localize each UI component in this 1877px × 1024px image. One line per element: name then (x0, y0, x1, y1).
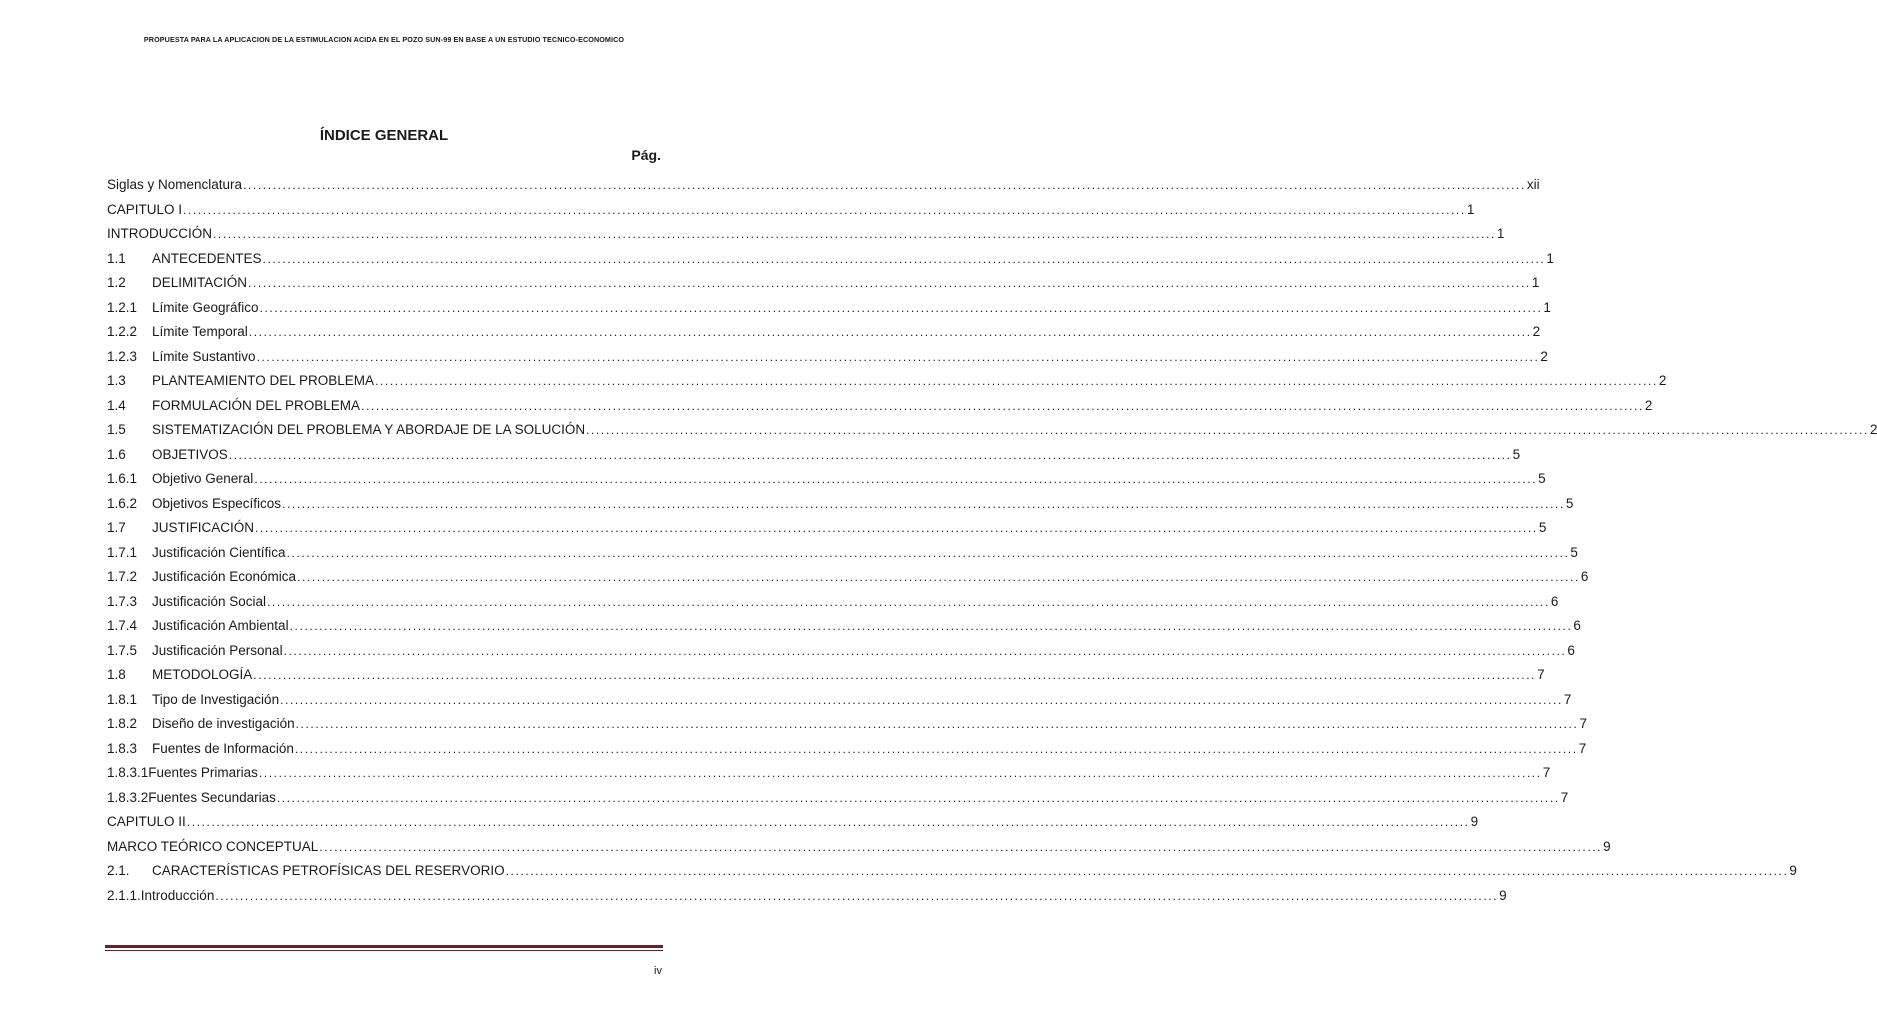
toc-entry-page: 6 (1567, 642, 1575, 658)
dot-leader: .................................................................................................................................................................................................................................................................... (286, 545, 1570, 560)
toc-entry-title: Límite Geográfico (152, 299, 259, 315)
toc-entry-number: 1.4 (107, 397, 126, 413)
toc-entry-number: 1.7.4 (107, 618, 138, 633)
toc-entry-title: Objetivo General (152, 471, 254, 486)
dot-leader: .................................................................................................................................................................................................................................................................... (361, 398, 1644, 413)
toc-entry-title: OBJETIVOS (152, 446, 228, 462)
toc-entry[interactable] (107, 275, 1540, 300)
toc-entry-title: Límite Temporal (152, 324, 248, 339)
dot-leader: .................................................................................................................................................................................................................................................................... (297, 570, 1580, 584)
footer-rule-thick (105, 945, 663, 948)
toc-entry-page: 7 (1560, 789, 1569, 805)
toc-entry-page: 5 (1570, 544, 1578, 560)
toc-entry-title: Justificación Personal (152, 642, 283, 658)
toc-entry-page: 6 (1550, 593, 1559, 609)
toc-entry-page: 7 (1537, 667, 1545, 682)
dot-leader: .................................................................................................................................................................................................................................................................... (243, 178, 1526, 192)
toc-entry-number: 1.2.2 (107, 324, 138, 339)
toc-entry-number: 1.7.1 (107, 544, 138, 560)
toc-entry-number: 1.6.1 (107, 471, 138, 486)
dot-leader: .................................................................................................................................................................................................................................................................... (248, 276, 1531, 290)
toc-entry-page: 1 (1466, 201, 1475, 217)
toc-entry-page: 9 (1789, 863, 1797, 878)
toc-entry-number: 2.1. (107, 863, 130, 878)
toc-entry-page: 5 (1512, 446, 1521, 462)
toc-entry[interactable] (107, 765, 1551, 790)
footer-page-number: iv (654, 965, 662, 977)
toc-entry-title: Justificación Social (152, 593, 267, 609)
toc-entry-title: Diseño de investigación (152, 716, 295, 731)
toc-entry-title: ANTECEDENTES (152, 250, 262, 266)
dot-leader: .................................................................................................................................................................................................................................................................... (505, 864, 1789, 878)
toc-entry-title: Fuentes de Información (152, 740, 294, 756)
toc-entry[interactable] (107, 422, 1877, 447)
running-header: PROPUESTA PARA LA APLICACION DE LA ESTIMULACION ACIDA EN EL POZO SUN-99 EN BASE A UN ESTUDIO TECNICO-ECONOMICO (143, 35, 625, 44)
dot-leader: .................................................................................................................................................................................................................................................................... (213, 227, 1496, 241)
toc-entry-title: JUSTIFICACIÓN (152, 520, 255, 535)
toc-entry[interactable] (107, 495, 1574, 521)
dot-leader: .................................................................................................................................................................................................................................................................... (280, 692, 1563, 707)
toc-entry-number: 1.8.3 (107, 740, 138, 756)
footer-rule-thin (105, 950, 663, 951)
toc-entry-page: xii (1526, 177, 1540, 192)
toc-entry-title: Fuentes Secundarias (148, 789, 276, 805)
toc-entry-page: 7 (1563, 691, 1572, 707)
toc-entry[interactable] (107, 642, 1575, 668)
toc-entry-page: 2 (1869, 422, 1877, 437)
dot-leader: .................................................................................................................................................................................................................................................................... (295, 717, 1579, 731)
toc-entry-title: SISTEMATIZACIÓN DEL PROBLEMA Y ABORDAJE DE LA SOLUCIÓN (152, 422, 586, 437)
toc-entry-title: Justificación Científica (152, 544, 286, 560)
toc-entry-number: 1.8.1 (107, 691, 138, 707)
toc-entry-page: 9 (1499, 887, 1507, 903)
toc-entry[interactable] (107, 838, 1611, 864)
toc-entry-title: Justificación Económica (152, 569, 297, 584)
toc-entry-title: PLANTEAMIENTO DEL PROBLEMA (152, 373, 375, 388)
dot-leader: .................................................................................................................................................................................................................................................................... (256, 349, 1540, 364)
dot-leader: .................................................................................................................................................................................................................................................................... (183, 202, 1466, 217)
toc-entry[interactable] (107, 471, 1546, 496)
toc-entry-page: 7 (1579, 716, 1587, 731)
toc-entry-title: Introducción (140, 887, 215, 903)
toc-entry-page: 2 (1644, 397, 1653, 413)
toc-entry-page: 1 (1546, 250, 1554, 266)
toc-entry[interactable] (107, 691, 1572, 717)
dot-leader: .................................................................................................................................................................................................................................................................... (253, 668, 1537, 682)
toc-entry-page: 6 (1580, 569, 1589, 584)
toc-entry[interactable] (107, 740, 1587, 766)
toc-entry[interactable] (107, 177, 1540, 202)
toc-entry-page: 5 (1538, 520, 1547, 535)
toc-entry-number: 1.7.3 (107, 593, 138, 609)
toc-entry[interactable] (107, 863, 1797, 888)
toc-entry-page: 1 (1543, 299, 1551, 315)
toc-entry[interactable] (107, 716, 1587, 741)
toc-entry-title: CAPITULO I (107, 201, 183, 217)
dot-leader: .................................................................................................................................................................................................................................................................... (282, 496, 1565, 511)
toc-entry-title: Tipo de Investigación (152, 691, 280, 707)
dot-leader: .................................................................................................................................................................................................................................................................... (276, 790, 1560, 805)
dot-leader: .................................................................................................................................................................................................................................................................... (375, 374, 1658, 388)
dot-leader: .................................................................................................................................................................................................................................................................... (258, 766, 1542, 780)
toc-entry[interactable] (107, 373, 1667, 398)
toc-entry-title: DELIMITACIÓN (152, 275, 248, 290)
dot-leader: .................................................................................................................................................................................................................................................................... (255, 521, 1538, 535)
toc-entry-page: 7 (1542, 765, 1551, 780)
toc-entry-page: 1 (1531, 275, 1540, 290)
dot-leader: .................................................................................................................................................................................................................................................................... (259, 300, 1543, 315)
toc-entry[interactable] (107, 250, 1554, 276)
dot-leader: .................................................................................................................................................................................................................................................................... (294, 741, 1578, 756)
toc-entry[interactable] (107, 887, 1507, 913)
toc-entry-title: INTRODUCCIÓN (107, 226, 212, 241)
page-column-label: Pág. (631, 147, 661, 163)
toc-entry[interactable] (107, 593, 1559, 619)
toc-entry-number: 1.8.3.2 (107, 789, 149, 805)
dot-leader: .................................................................................................................................................................................................................................................................... (215, 888, 1499, 903)
toc-entry-number: 2.1.1. (107, 887, 141, 903)
toc-entry[interactable] (107, 324, 1541, 349)
toc-entry-number: 1.2 (107, 275, 126, 290)
toc-entry-page: 7 (1578, 740, 1587, 756)
toc-entry-number: 1.8.3.1 (107, 765, 149, 780)
toc-entry-title: Objetivos Específicos (152, 495, 282, 511)
toc-entry-page: 2 (1540, 348, 1548, 364)
toc-entry-page: 6 (1573, 618, 1581, 633)
dot-leader: .................................................................................................................................................................................................................................................................... (228, 447, 1512, 462)
dot-leader: .................................................................................................................................................................................................................................................................... (248, 325, 1532, 339)
toc-entry[interactable] (107, 201, 1475, 227)
toc-entry[interactable] (107, 814, 1479, 839)
toc-entry-title: CARACTERÍSTICAS PETROFÍSICAS DEL RESERVORIO (152, 863, 505, 878)
toc-entry-number: 1.6.2 (107, 495, 138, 511)
toc-entry-title: Siglas y Nomenclatura (107, 177, 243, 192)
toc-entry-number: 1.6 (107, 446, 126, 462)
toc-entry-number: 1.8.2 (107, 716, 138, 731)
toc-entry-page: 1 (1496, 226, 1505, 241)
toc-entry-number: 1.7 (107, 520, 126, 535)
toc-entry[interactable] (107, 569, 1589, 594)
dot-leader: .................................................................................................................................................................................................................................................................... (586, 423, 1869, 437)
dot-leader: .................................................................................................................................................................................................................................................................... (254, 472, 1538, 486)
toc-entry-page: 2 (1658, 373, 1667, 388)
toc-entry-number: 1.2.3 (107, 348, 138, 364)
toc-entry[interactable] (107, 226, 1505, 251)
toc-entry-title: MARCO TEÓRICO CONCEPTUAL (107, 838, 319, 854)
toc-entry-number: 1.7.2 (107, 569, 138, 584)
toc-entry-page: 5 (1565, 495, 1574, 511)
toc-entry[interactable] (107, 544, 1578, 570)
toc-entry-title: Límite Sustantivo (152, 348, 256, 364)
dot-leader: .................................................................................................................................................................................................................................................................... (283, 643, 1567, 658)
toc-entry[interactable] (107, 397, 1653, 423)
toc-entry-title: FORMULACIÓN DEL PROBLEMA (152, 397, 361, 413)
dot-leader: .................................................................................................................................................................................................................................................................... (289, 619, 1573, 633)
toc-entry-page: 9 (1470, 814, 1479, 829)
dot-leader: .................................................................................................................................................................................................................................................................... (186, 815, 1470, 829)
toc-entry[interactable] (107, 667, 1545, 692)
dot-leader: .................................................................................................................................................................................................................................................................... (319, 839, 1603, 854)
toc-entry-page: 5 (1538, 471, 1546, 486)
toc-entry[interactable] (107, 618, 1581, 643)
toc-entry-number: 1.2.1 (107, 299, 138, 315)
toc-entry-title: METODOLOGÍA (152, 667, 253, 682)
toc-entry[interactable] (107, 348, 1548, 374)
toc-entry-page: 9 (1603, 838, 1611, 854)
table-of-contents (107, 177, 1877, 912)
toc-entry-title: Fuentes Primarias (148, 765, 258, 780)
toc-entry[interactable] (107, 446, 1521, 472)
dot-leader: .................................................................................................................................................................................................................................................................... (262, 251, 1546, 266)
toc-entry-title: Justificación Ambiental (152, 618, 289, 633)
toc-entry-title: CAPITULO II (107, 814, 186, 829)
toc-entry[interactable] (107, 520, 1547, 545)
toc-entry-number: 1.5 (107, 422, 126, 437)
toc-entry[interactable] (107, 299, 1551, 325)
toc-entry[interactable] (107, 789, 1569, 815)
toc-entry-number: 1.7.5 (107, 642, 138, 658)
toc-entry-page: 2 (1532, 324, 1541, 339)
page-title: ÍNDICE GENERAL (319, 127, 449, 144)
dot-leader: .................................................................................................................................................................................................................................................................... (267, 594, 1550, 609)
toc-entry-number: 1.8 (107, 667, 126, 682)
toc-entry-number: 1.1 (107, 250, 126, 266)
toc-entry-number: 1.3 (107, 373, 126, 388)
